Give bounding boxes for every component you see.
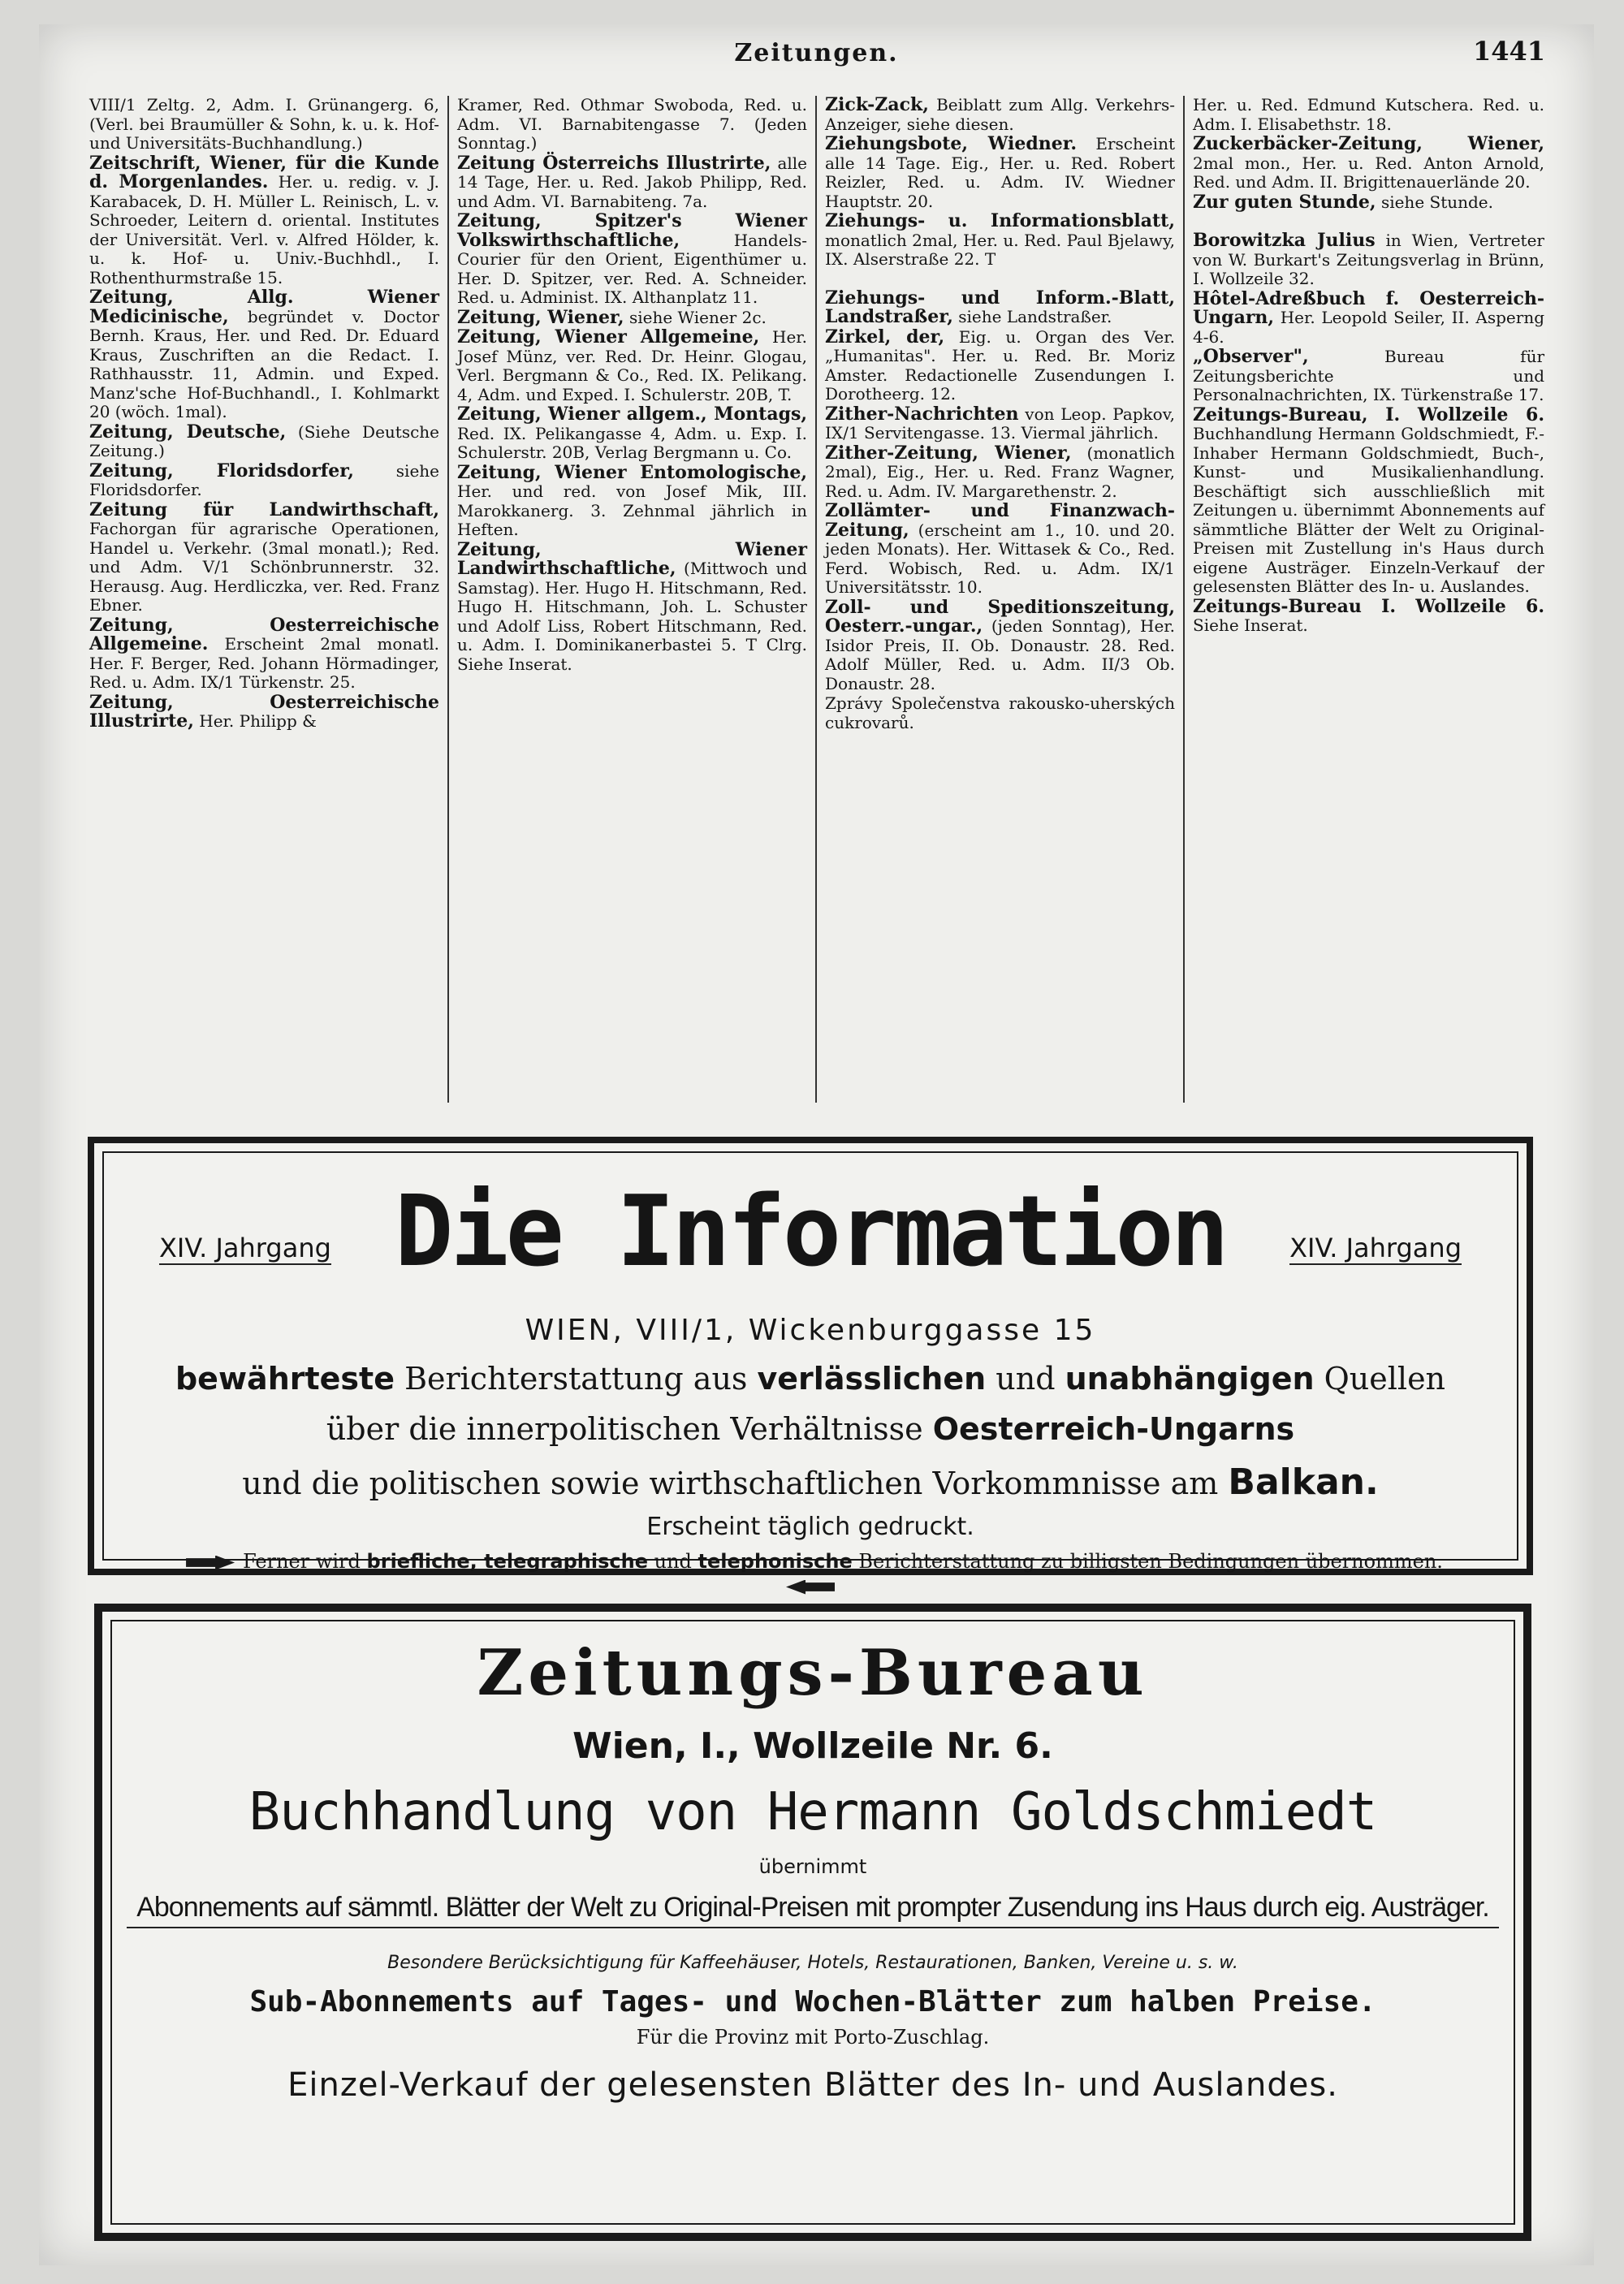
entry-text: (jeden Sonntag), Her. Isidor Preis, II. Ob. Donaustr. 28. Red. Adolf Müller, Red. u. Adm. II/3 Ob. Donaustr. 28. — [825, 616, 1176, 693]
ad-address: Wien, I., Wollzeile Nr. 6. — [572, 1725, 1053, 1767]
entry-heading: Zeitung, Wiener Landwirthschaftliche, — [457, 538, 807, 579]
ad-bold-text: Oesterreich-Ungarns — [932, 1411, 1295, 1447]
entry-heading: Zirkel, der, — [825, 326, 945, 348]
entry-heading: Zeitung, Deutsche, — [89, 421, 287, 443]
ad-text: Berichterstattung aus — [394, 1361, 758, 1397]
directory-entry — [89, 616, 439, 693]
directory-entry — [457, 212, 807, 308]
entry-heading: Zeitung, Oesterreichische Allgemeine. — [89, 614, 439, 654]
entry-text: siehe Stunde. — [1380, 192, 1494, 212]
entry-text: Erscheint alle 14 Tage. Eig., Her. u. Red. Robert Reizler, Red. u. Adm. IV. Wiedner Hauptstr. 20. — [825, 134, 1175, 211]
directory-entry — [1193, 135, 1544, 192]
ad-text: und — [986, 1361, 1065, 1397]
directory-entry — [825, 405, 1175, 443]
entry-heading: Zeitungs-Bureau, I. Wollzeile 6. — [1193, 404, 1544, 425]
directory-entry — [89, 96, 439, 153]
ad-bold-text: unabhängigen — [1065, 1361, 1315, 1397]
entry-text: Buchhandlung Hermann Goldschmiedt, F.-Inhaber Hermann Goldschmiedt, Buch-, Kunst- und Musikalienhandlung. Beschäftigt sich ausschließlich mit Zeitungen u. übernimmt Abonnements auf sämmtliche Blätter der Welt zu Original-Preisen mit Zustellung in's Haus durch eigene Austräger. Einzeln-Verkauf der gelesensten Blätter des In- u. Auslandes. — [1193, 424, 1544, 596]
entry-heading: Ziehungs- und Inform.-Blatt, Landstraßer, — [825, 287, 1175, 327]
column-3 — [817, 96, 1185, 1103]
entry-text: Her. Leopold Seiler, II. Asperng 4-6. — [1193, 308, 1545, 347]
directory-entry — [457, 405, 807, 463]
entry-text: von Leop. Papkov, IX/1 Servitengasse. 13. Viermal jährlich. — [825, 404, 1176, 443]
directory-entry — [1193, 595, 1544, 636]
ad-line-5 — [167, 1549, 1453, 1598]
ad-line-2 — [94, 1411, 1527, 1447]
ad-title: Die Information — [395, 1176, 1226, 1289]
entry-heading: Zoll- und Speditionszeitung, Oesterr.-ungar., — [825, 596, 1175, 637]
directory-entry — [825, 96, 1175, 134]
entry-text: Her. u. redig. v. J. Karabacek, D. H. Müller L. Reinisch, L. v. Schroeder, Leitern d. oriental. Institutes der Universität. Verl. v. Alfred Hölder, k. u. k. Hof- u. Univ.-Buchhdl., I. Rothenthurmstraße 15. — [89, 172, 440, 287]
entry-text: Her. Josef Münz, ver. Red. Dr. Heinr. Glogau, Verl. Bergmann & Co., Red. IX. Pelikang. 4, Adm. und Exped. I. Schulerstr. 20B, T. — [457, 327, 808, 404]
directory-entry — [457, 328, 807, 404]
entry-heading: Zeitung, Wiener, — [457, 306, 624, 328]
entry-heading: Borowitzka Julius — [1193, 230, 1376, 251]
directory-entry — [1193, 348, 1544, 405]
entry-text: Red. IX. Pelikangasse 4, Adm. u. Exp. I. Schulerstr. 20B, Verlag Bergmann u. Co. — [457, 423, 807, 462]
ad-line-3 — [94, 1462, 1527, 1503]
entry-heading: Zeitung, Wiener Entomologische, — [457, 461, 807, 483]
entry-heading: Hôtel-Adreßbuch f. Oesterreich-Ungarn, — [1193, 287, 1544, 328]
entry-heading: Ziehungs- u. Informationsblatt, — [825, 210, 1175, 231]
column-2 — [449, 96, 817, 1103]
directory-entry — [89, 423, 439, 461]
entry-text: siehe Landstraßer. — [958, 307, 1112, 326]
entry-heading: Zither-Zeitung, Wiener, — [825, 442, 1072, 464]
directory-entry — [1193, 96, 1544, 134]
pointing-hand-icon — [186, 1556, 235, 1570]
ad-text: und — [647, 1550, 698, 1573]
ad-bold-text: Balkan. — [1228, 1462, 1379, 1503]
entry-text: Siehe Inserat. — [1193, 615, 1308, 635]
directory-entry — [825, 135, 1175, 211]
ad-text: Ferner wird — [243, 1550, 367, 1573]
directory-entry — [1193, 231, 1544, 289]
entry-text: alle 14 Tage, Her. u. Red. Jakob Philipp, Red. und Adm. VI. Barnabiteng. 7a. — [457, 153, 807, 211]
jahrgang-right: XIV. Jahrgang — [1289, 1233, 1462, 1263]
entry-heading: Zither-Nachrichten — [825, 403, 1019, 425]
entry-text: (Siehe Deutsche Zeitung.) — [89, 421, 440, 460]
ad-text: und die politischen sowie wirthschaftlichen Vorkommnisse am — [242, 1466, 1229, 1501]
ad-sub-abonnements: Sub-Abonnements auf Tages- und Wochen-Blätter zum halben Preise. — [249, 1985, 1376, 2018]
ad-text: Quellen — [1314, 1361, 1446, 1397]
ad-provinz: Für die Provinz mit Porto-Zuschlag. — [636, 2026, 990, 2049]
entry-heading: Zur guten Stunde, — [1193, 191, 1376, 213]
ad-shop-name: Buchhandlung von Hermann Goldschmiedt — [248, 1782, 1377, 1842]
pointing-hand-icon — [786, 1580, 835, 1595]
directory-entry — [457, 154, 807, 212]
directory-entry — [825, 502, 1175, 598]
directory-entry — [89, 462, 439, 500]
entry-heading: Zick-Zack, — [825, 96, 929, 115]
entry-text: in Wien, Vertreter von W. Burkart's Zeitungsverlag in Brünn, I. Wollzeile 32. — [1193, 231, 1544, 288]
directory-entry — [1193, 406, 1544, 597]
entry-text: begründet v. Doctor Bernh. Kraus, Her. und Red. Dr. Eduard Kraus, Zuschriften an die Redact. I. Rathhausstr. 11, Admin. und Exped. Manz'sche Hof-Buchhandl., I. Kohlmarkt 20 (wöch. 1mal). — [89, 306, 440, 421]
ad-uebernimmt: übernimmt — [758, 1855, 867, 1878]
ad-bold-text: briefliche, telegraphische — [366, 1550, 648, 1573]
entry-text: Erscheint 2mal monatl. Her. F. Berger, Red. Johann Hörmadinger, Red. u. Adm. IX/1 Türkenstr. 25. — [89, 634, 439, 692]
entry-heading: Zollämter- und Finanzwach-Zeitung, — [825, 500, 1175, 541]
entry-text: Eig. u. Organ des Ver. „Humanitas". Her. u. Red. Br. Moriz Amster. Redactionelle Zusendungen I. Dorotheerg. 12. — [825, 326, 1175, 404]
ad-title: Zeitungs-Bureau — [477, 1636, 1149, 1710]
entry-text: Beiblatt zum Allg. Verkehrs-Anzeiger, siehe diesen. — [825, 96, 1175, 134]
ad-beruecksichtigung: Besondere Berücksichtigung für Kaffeehäuser, Hotels, Restaurationen, Banken, Vereine u. s. w. — [387, 1953, 1238, 1973]
entry-text: Her. Philipp & — [199, 711, 317, 731]
entry-text: 2mal mon., Her. u. Red. Anton Arnold, Red. und Adm. II. Brigittenauerlände 20. — [1193, 153, 1544, 192]
entry-text: Bureau für Zeitungsberichte und Personalnachrichten, IX. Türkenstraße 17. — [1193, 347, 1545, 404]
entry-heading: Zeitung für Landwirthschaft, — [89, 499, 439, 520]
directory-entry — [1193, 287, 1545, 348]
entry-text: Her. u. Red. Edmund Kutschera. Red. u. Adm. I. Elisabethstr. 18. — [1193, 96, 1544, 134]
running-title: Zeitungen. — [734, 39, 899, 67]
directory-page — [39, 24, 1594, 2265]
entry-heading: Zeitung, Floridsdorfer, — [89, 460, 354, 481]
ad-bold-text: bewährteste — [175, 1361, 395, 1397]
directory-entry — [89, 288, 439, 422]
directory-entry — [825, 212, 1175, 270]
directory-entry — [457, 306, 807, 328]
entry-text: (Mittwoch und Samstag). Her. Hugo H. Hitschmann, Red. Hugo H. Hitschmann, Joh. L. Schuster und Adolf Liss, Robert Hitschmann, Red. u. Adm. I. Dominikanerbastei 5. T Clrg. Siehe Inserat. — [457, 559, 808, 674]
directory-entry — [89, 693, 439, 732]
directory-entry — [1193, 193, 1544, 213]
directory-entry — [825, 289, 1175, 327]
column-1 — [81, 96, 449, 1103]
entry-heading: Zeitung, Allg. Wiener Medicinische, — [89, 287, 439, 327]
entry-text: monatlich 2mal, Her. u. Red. Paul Bjelawy, IX. Alserstraße 22. T — [825, 230, 1175, 269]
ad-abonnements: Abonnements auf sämmtl. Blätter der Welt zu Original-Preisen mit prompter Zusendung ins Haus durch eig. Austräger. — [127, 1892, 1499, 1928]
jahrgang-left: XIV. Jahrgang — [159, 1233, 331, 1263]
entry-text: siehe Wiener 2c. — [628, 307, 767, 327]
ad-text: Berichterstattung zu billigsten Bedingungen übernommen. — [852, 1550, 1443, 1573]
entry-text: Kramer, Red. Othmar Swoboda, Red. u. Adm. VI. Barnabitengasse 7. (Jeden Sonntag.) — [457, 96, 807, 153]
entry-text: Handels-Courier für den Orient, Eigenthümer u. Her. D. Spitzer, ver. Red. A. Schneider. Red. u. Administ. IX. Althanplatz 11. — [457, 230, 807, 307]
entry-heading: „Observer", — [1193, 346, 1309, 367]
directory-entry — [89, 154, 439, 288]
ad-line-4: Erscheint täglich gedruckt. — [646, 1513, 974, 1541]
entry-text: VIII/1 Zeltg. 2, Adm. I. Grünangerg. 6, (Verl. bei Braumüller & Sohn, k. u. k. Hof- und Universitäts-Buchhandlung.) — [89, 96, 439, 153]
ad-line-1 — [94, 1361, 1527, 1397]
directory-entry — [457, 461, 807, 540]
directory-entry — [457, 96, 807, 153]
ad-zeitungs-bureau — [94, 1604, 1531, 2241]
ad-einzel-verkauf: Einzel-Verkauf der gelesensten Blätter des In- und Auslandes. — [287, 2066, 1338, 2104]
entry-heading: Ziehungsbote, Wiedner. — [825, 133, 1077, 154]
entry-heading: Zeitung, Wiener allgem., Montags, — [457, 404, 807, 425]
entry-text: Her. und red. von Josef Mik, III. Marokkanerg. 3. Zehnmal jährlich in Heften. — [457, 481, 807, 539]
column-4 — [1185, 96, 1553, 1103]
entry-text: Fachorgan für agrarische Operationen, Handel u. Verkehr. (3mal monatl.); Red. und Adm. V/1 Schönbrunnerstr. 32. Herausg. Aug. Herdliczka, ver. Red. Franz Ebner. — [89, 519, 439, 615]
entry-text: siehe Floridsdorfer. — [89, 460, 439, 499]
entry-heading: Zuckerbäcker-Zeitung, Wiener, — [1193, 133, 1544, 154]
entry-heading: Zeitschrift, Wiener, für die Kunde d. Morgenlandes. — [89, 152, 439, 192]
ad-bold-text: verlässlichen — [757, 1361, 987, 1397]
directory-entry — [825, 598, 1175, 694]
directory-entry — [457, 538, 808, 675]
ad-bold-text: telephonische — [698, 1550, 853, 1573]
directory-entry — [825, 328, 1175, 404]
entry-heading: Zeitungs-Bureau I. Wollzeile 6. — [1193, 595, 1544, 617]
page-number: 1441 — [1472, 36, 1545, 67]
ad-die-information — [88, 1137, 1533, 1575]
entry-heading: Zeitung, Oesterreichische Illustrirte, — [89, 691, 439, 732]
ad-text: über die innerpolitischen Verhältnisse — [326, 1411, 933, 1447]
ad-address: WIEN, VIII/1, Wickenburggasse 15 — [525, 1314, 1096, 1347]
entry-text: (monatlich 2mal), Eig., Her. u. Red. Franz Wagner, Red. u. Adm. IV. Margarethenstr. 2. — [825, 443, 1175, 501]
directory-entry — [825, 444, 1175, 502]
entry-heading: Zeitung Österreichs Illustrirte, — [457, 152, 771, 174]
entry-heading: Zeitung, Spitzer's Wiener Volkswirthschaftliche, — [457, 210, 807, 251]
entry-text: (erscheint am 1., 10. und 20. jeden Monats). Her. Wittasek & Co., Red. Ferd. Wobisch, Red. u. Adm. IX/1 Universitätsstr. 10. — [825, 520, 1175, 597]
entry-heading: Zeitung, Wiener Allgemeine, — [457, 326, 760, 348]
directory-entry — [825, 694, 1175, 732]
directory-columns — [81, 96, 1553, 1103]
directory-entry — [89, 501, 439, 615]
entry-text: Zprávy Společenstva rakousko-uherských cukrovarů. — [825, 693, 1175, 732]
